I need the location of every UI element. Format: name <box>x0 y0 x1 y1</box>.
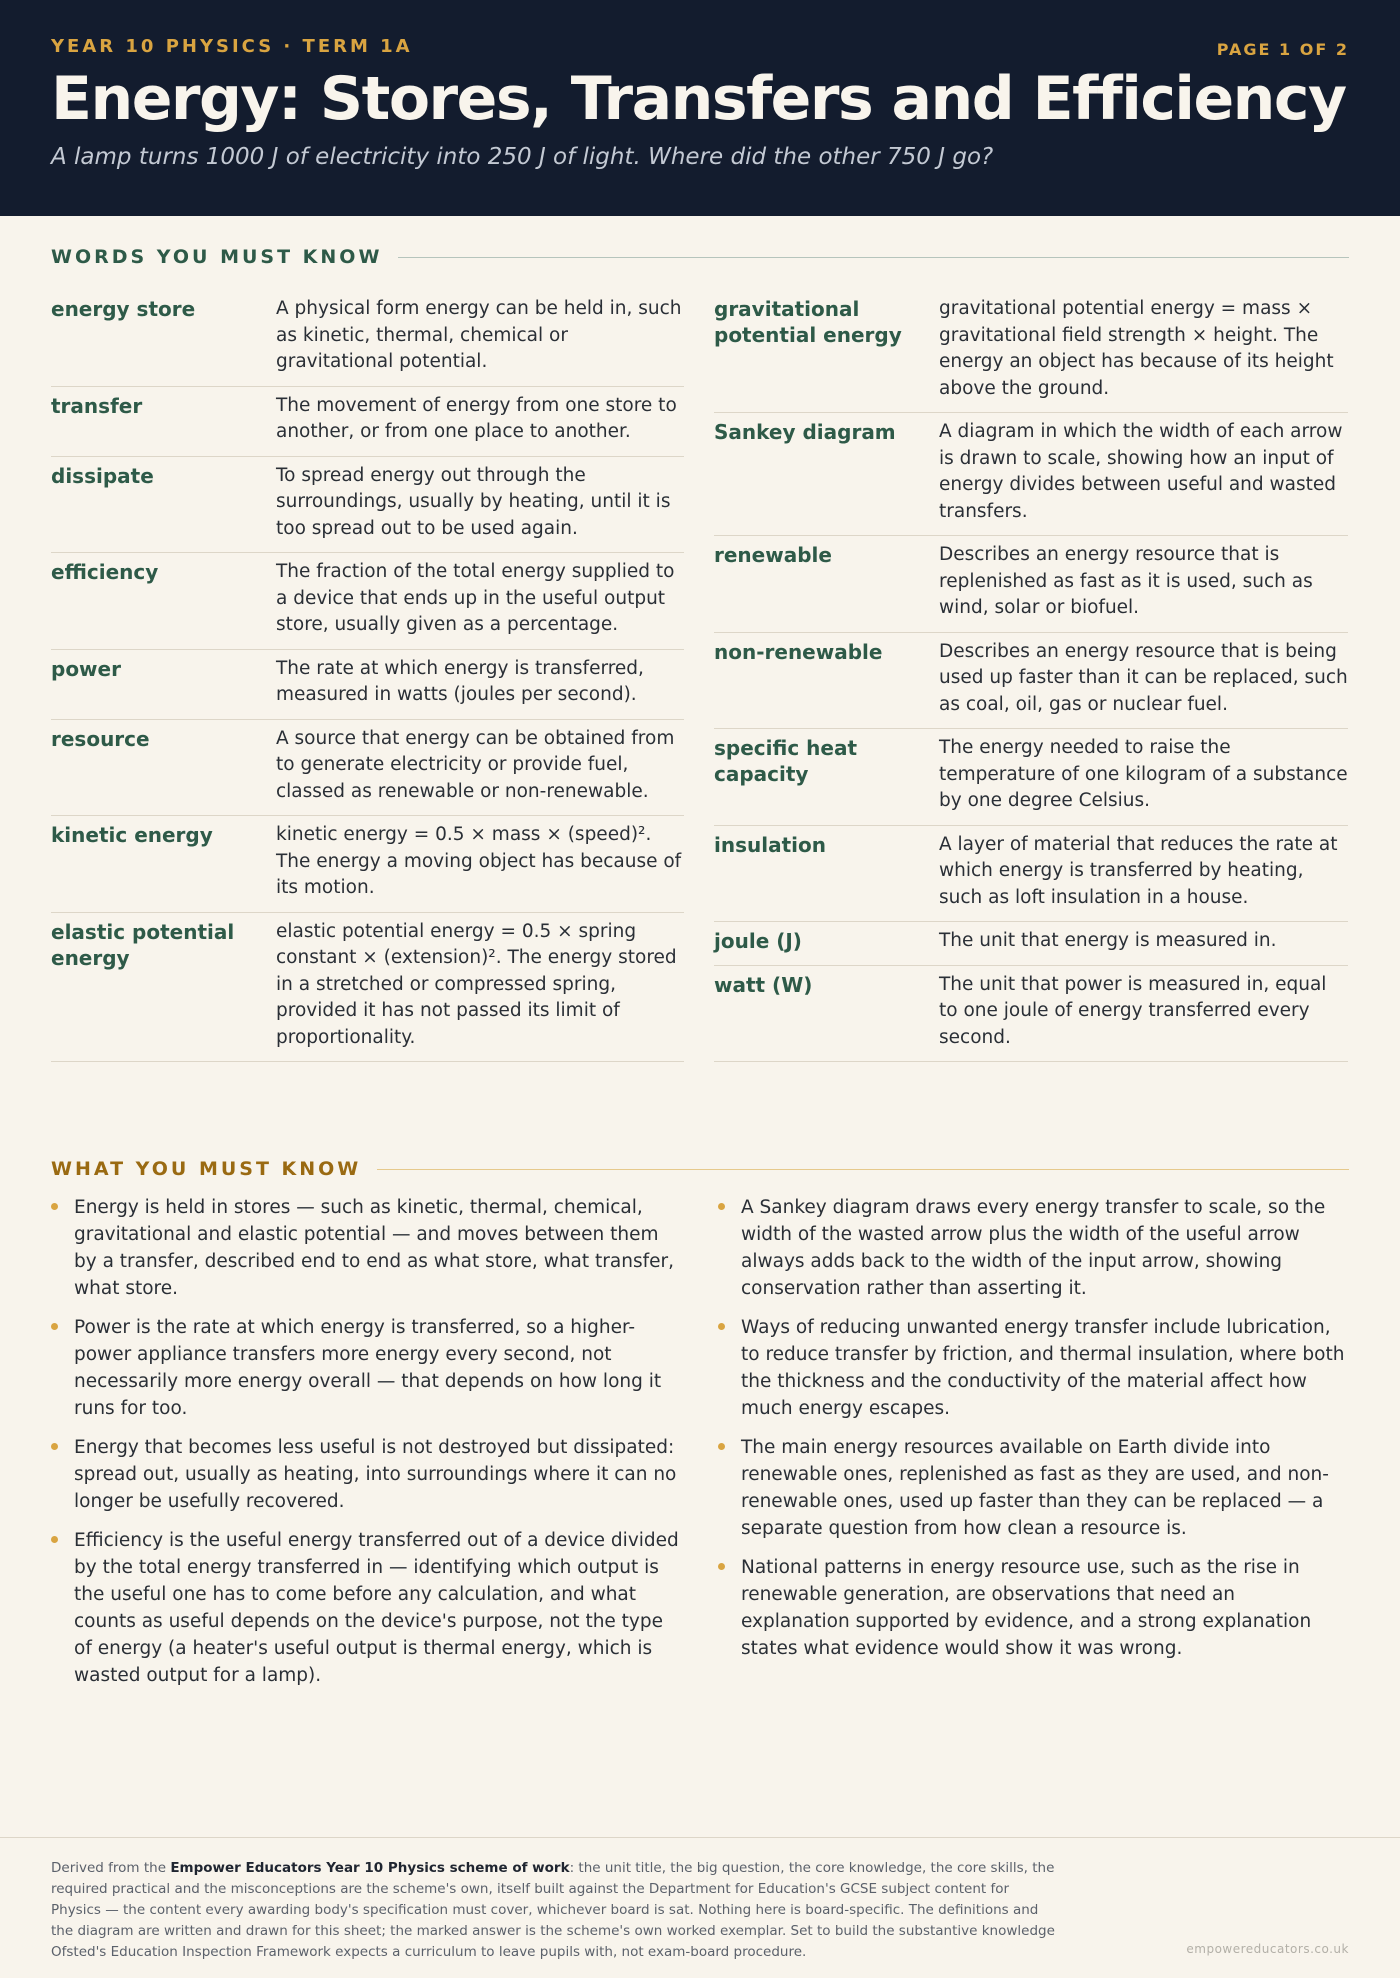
glossary-term: efficiency <box>51 560 159 584</box>
glossary-definition: Describes an energy resource that is being used up faster than it can be replaced, such as coal, oil, gas or nuclear fuel. <box>939 640 1348 715</box>
glossary-row <box>714 290 1348 413</box>
glossary-row <box>714 413 1348 536</box>
glossary-definition: The fraction of the total energy supplied to a device that ends up in the useful output store, usually given as a percentage. <box>276 561 675 635</box>
glossary-term: specific heat capacity <box>714 736 857 786</box>
glossary-term: watt (W) <box>714 972 813 997</box>
big-question: A lamp turns 1000 J of electricity into 250 J of light. Where did the other 750 J go? <box>51 144 994 170</box>
glossary-term: gravitational potential energy <box>714 297 902 347</box>
glossary-definition: A diagram in which the width of each arrow is drawn to scale, showing how an input of energy divides between useful and wasted transfers. <box>939 421 1343 522</box>
section-divider <box>398 257 1349 258</box>
glossary-row <box>714 826 1348 923</box>
glossary-row <box>714 633 1348 730</box>
key-points-left-column <box>51 1194 681 1701</box>
glossary-term: non-renewable <box>714 639 883 664</box>
glossary-row <box>51 720 684 817</box>
words-section-heading <box>51 245 1349 269</box>
must-know-section-heading <box>51 1157 1349 1181</box>
glossary-row <box>51 650 684 720</box>
glossary-row <box>51 290 684 387</box>
must-know-section-label: WHAT YOU MUST KNOW <box>51 1158 362 1180</box>
glossary-row <box>51 387 684 457</box>
glossary-row <box>51 553 684 650</box>
source-name: Empower Educators Year 10 Physics scheme of work <box>170 1860 570 1876</box>
key-point: National patterns in energy resource use, such as the rise in renewable generation, are observations that need an explanation supported by evidence, and a strong explanation states what evidence would show it was wrong. <box>718 1554 1348 1662</box>
glossary-definition: elastic potential energy = 0.5 × spring constant × (extension)². The energy stored in a stretched or compressed spring, provided it has not passed its limit of proportionality. <box>276 920 677 1048</box>
glossary-row <box>51 816 684 913</box>
glossary-definition: A source that energy can be obtained from to generate electricity or provide fuel, classed as renewable or non-renewable. <box>276 727 675 802</box>
course-kicker: YEAR 10 PHYSICS · TERM 1A <box>51 36 413 57</box>
key-point: Energy is held in stores — such as kinetic, thermal, chemical, gravitational and elastic potential — and moves between them by a transfer, described end to end as what store, what transfer, what store. <box>51 1194 681 1302</box>
glossary-definition: A physical form energy can be held in, such as kinetic, thermal, chemical or gravitational potential. <box>276 298 682 372</box>
glossary-term: kinetic energy <box>51 823 213 847</box>
glossary-term: transfer <box>51 393 143 418</box>
site-url: empowereducators.co.uk <box>1186 1942 1349 1956</box>
glossary-definition: The rate at which energy is transferred, measured in watts (joules per second). <box>276 657 644 705</box>
glossary-term: dissipate <box>51 463 154 488</box>
words-section-label: WORDS YOU MUST KNOW <box>51 246 383 268</box>
key-points-right-column <box>718 1194 1348 1674</box>
glossary-definition: gravitational potential energy = mass × gravitational field strength × height. The energy an object has because of its height above the ground. <box>939 298 1334 399</box>
glossary-definition: A layer of material that reduces the rate at which energy is transferred by heating, such as loft insulation in a house. <box>939 833 1338 908</box>
glossary-row <box>714 536 1348 633</box>
key-point: Ways of reducing unwanted energy transfer include lubrication, to reduce transfer by friction, and thermal insulation, where both the thickness and the conductivity of the material affect how much energy escapes. <box>718 1314 1348 1422</box>
key-point: Energy that becomes less useful is not destroyed but dissipated: spread out, usually as heating, into surroundings where it can no longer be usefully recovered. <box>51 1434 681 1515</box>
glossary-row <box>51 457 684 554</box>
glossary-term: insulation <box>714 832 826 857</box>
page-header <box>0 0 1400 216</box>
glossary-row <box>714 966 1348 1063</box>
glossary-definition: The energy needed to raise the temperature of one kilogram of a substance by one degree Celsius. <box>939 737 1348 811</box>
glossary-definition: The movement of energy from one store to another, or from one place to another. <box>276 394 677 442</box>
glossary-definition: The unit that energy is measured in. <box>939 930 1277 951</box>
glossary-term: elastic potential energy <box>51 919 235 970</box>
page-title: Energy: Stores, Transfers and Efficiency <box>51 64 1346 134</box>
page-footer <box>0 1837 1400 1978</box>
glossary-row <box>51 913 684 1063</box>
glossary-term: power <box>51 656 121 681</box>
glossary-definition: The unit that power is measured in, equal to one joule of energy transferred every second. <box>939 973 1327 1048</box>
glossary-term: energy store <box>51 297 196 321</box>
glossary-term: renewable <box>714 543 832 567</box>
section-divider <box>377 1169 1349 1170</box>
source-note <box>51 1858 1061 1963</box>
key-point: The main energy resources available on Earth divide into renewable ones, replenished as fast as they are used, and non-renewable ones, used up faster than they can be replaced — a separate question from how clean a resource is. <box>718 1434 1348 1542</box>
glossary-row <box>714 922 1348 966</box>
key-point: Power is the rate at which energy is transferred, so a higher-power appliance transfers more energy every second, not necessarily more energy overall — that depends on how long it runs for too. <box>51 1314 681 1422</box>
key-point: A Sankey diagram draws every energy transfer to scale, so the width of the wasted arrow plus the width of the useful arrow always adds back to the width of the input arrow, showing conservation rather than asserting it. <box>718 1194 1348 1302</box>
glossary-term: Sankey diagram <box>714 420 896 444</box>
glossary-definition: Describes an energy resource that is replenished as fast as it is used, such as wind, solar or biofuel. <box>939 544 1313 618</box>
glossary-right-column <box>714 290 1348 1062</box>
glossary-row <box>714 729 1348 826</box>
source-description: : the unit title, the big question, the core knowledge, the core skills, the required practical and the misconceptions are the scheme's own, itself built against the Department for Education's GCSE subject content for Physics — the content every awarding body's specification must cover, whichever board is sat. Nothing here is board-specific. The definitions and the diagram are written and drawn for this sheet; the marked answer is the scheme's own worked exemplar. Set to build the substantive knowledge Ofsted's Education Inspection Framework expects a curriculum to leave pupils with, not exam-board procedure. <box>51 1860 1055 1960</box>
glossary-definition: To spread energy out through the surroundings, usually by heating, until it is too spread out to be used again. <box>276 464 671 539</box>
key-point: Efficiency is the useful energy transferred out of a device divided by the total energy transferred in — identifying which output is the useful one has to come before any calculation, and what counts as useful depends on the device's purpose, not the type of energy (a heater's useful output is thermal energy, which is wasted output for a lamp). <box>51 1527 681 1689</box>
glossary-definition: kinetic energy = 0.5 × mass × (speed)². The energy a moving object has because of its motion. <box>276 824 682 898</box>
source-prefix: Derived from the <box>51 1860 171 1876</box>
glossary-left-column <box>51 290 684 1062</box>
glossary-term: joule (J) <box>714 929 802 953</box>
page-number: PAGE 1 OF 2 <box>1216 40 1349 59</box>
glossary-term: resource <box>51 726 150 751</box>
